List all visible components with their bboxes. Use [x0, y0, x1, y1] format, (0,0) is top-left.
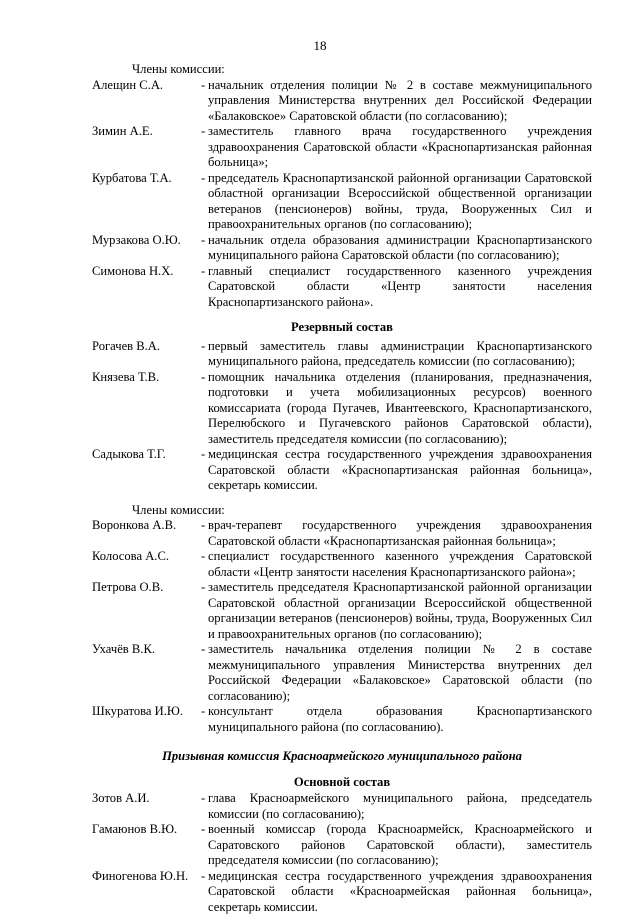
member-row [92, 822, 592, 869]
main-list [92, 791, 592, 915]
commission-title: Призывная комиссия Красноармейского муниципального района [92, 749, 592, 765]
page-number: 18 [0, 38, 640, 54]
member-name: Курбатова Т.А. [92, 171, 201, 233]
member-position: начальник отдела образования администрации Краснопартизанского муниципального района Саратовской области (по согласованию); [208, 233, 592, 264]
members-list [92, 78, 592, 311]
member-row [92, 869, 592, 915]
member-row [92, 233, 592, 264]
dash-separator: - [201, 171, 208, 233]
member-name: Петрова О.В. [92, 580, 201, 642]
member-name: Рогачев В.А. [92, 339, 201, 370]
reserve-members-list [92, 518, 592, 735]
dash-separator: - [201, 549, 208, 580]
page-content [92, 62, 592, 915]
member-position: первый заместитель главы администрации Краснопартизанского муниципального района, председатель комиссии (по согласованию); [208, 339, 592, 370]
dash-separator: - [201, 78, 208, 125]
dash-separator: - [201, 580, 208, 642]
dash-separator: - [201, 447, 208, 494]
reserve-list [92, 339, 592, 494]
member-row [92, 580, 592, 642]
member-name: Ухачёв В.К. [92, 642, 201, 704]
member-row [92, 171, 592, 233]
dash-separator: - [201, 264, 208, 311]
member-position: начальник отделения полиции № 2 в составе межмуниципального управления Министерства внутренних дел Российской Федерации «Балаковское» Саратовской области (по согласованию); [208, 78, 592, 125]
member-row [92, 264, 592, 311]
member-position: заместитель председателя Краснопартизанской районной организации Саратовской областной организации Всероссийской общественной организации ветеранов (пенсионеров) войны, труда, Вооруженных Сил и правоохранительных органов (по согласованию); [208, 580, 592, 642]
member-position: глава Красноармейского муниципального района, председатель комиссии (по согласованию); [208, 791, 592, 822]
member-name: Колосова А.С. [92, 549, 201, 580]
member-position: специалист государственного казенного учреждения Саратовской области «Центр занятости населения Краснопартизанского района»; [208, 549, 592, 580]
member-position: главный специалист государственного казенного учреждения Саратовской области «Центр занятости населения Краснопартизанского района». [208, 264, 592, 311]
member-name: Гамаюнов В.Ю. [92, 822, 201, 869]
member-row [92, 549, 592, 580]
member-name: Алещин С.А. [92, 78, 201, 125]
member-name: Зотов А.И. [92, 791, 201, 822]
member-position: председатель Краснопартизанской районной организации Саратовской областной организации Всероссийской общественной организации ветеранов (пенсионеров) войны, труда, Вооруженных Сил и правоохранительных органов (по согласованию); [208, 171, 592, 233]
member-position: военный комиссар (города Красноармейск, Красноармейского и Саратовского районов Саратовской области), заместитель председателя комиссии (по согласованию); [208, 822, 592, 869]
dash-separator: - [201, 704, 208, 735]
member-row [92, 370, 592, 448]
member-position: медицинская сестра государственного учреждения здравоохранения Саратовской области «Краснопартизанская районная больница», секретарь комиссии. [208, 447, 592, 494]
member-name: Зимин А.Е. [92, 124, 201, 171]
member-row [92, 339, 592, 370]
member-name: Шкуратова И.Ю. [92, 704, 201, 735]
dash-separator: - [201, 791, 208, 822]
member-row [92, 447, 592, 494]
member-name: Воронкова А.В. [92, 518, 201, 549]
dash-separator: - [201, 822, 208, 869]
member-row [92, 518, 592, 549]
dash-separator: - [201, 233, 208, 264]
member-name: Князева Т.В. [92, 370, 201, 448]
member-name: Садыкова Т.Г. [92, 447, 201, 494]
reserve-heading: Резервный состав [92, 320, 592, 336]
member-row [92, 791, 592, 822]
dash-separator: - [201, 124, 208, 171]
dash-separator: - [201, 869, 208, 915]
member-row [92, 124, 592, 171]
member-name: Симонова Н.Х. [92, 264, 201, 311]
member-name: Мурзакова О.Ю. [92, 233, 201, 264]
reserve-members-label: Члены комиссии: [92, 503, 592, 519]
member-position: заместитель начальника отделения полиции № 2 в составе межмуниципального управления Министерства внутренних дел Российской Федерации «Балаковское» Саратовской области (по согласованию); [208, 642, 592, 704]
main-heading: Основной состав [92, 775, 592, 791]
member-position: помощник начальника отделения (планирования, предназначения, подготовки и учета мобилизационных ресурсов) военного комиссариата (города Пугачев, Ивантеевского, Краснопартизанского, Перелюбского и Пугачевского районов Саратовской области), заместитель председателя комиссии (по согласованию); [208, 370, 592, 448]
dash-separator: - [201, 370, 208, 448]
members-label: Члены комиссии: [92, 62, 592, 78]
dash-separator: - [201, 339, 208, 370]
member-position: медицинская сестра государственного учреждения здравоохранения Саратовской области «Красноармейская районная больница», секретарь комиссии. [208, 869, 592, 915]
member-row [92, 78, 592, 125]
member-position: врач-терапевт государственного учреждения здравоохранения Саратовской области «Краснопартизанская районная больница»; [208, 518, 592, 549]
member-row [92, 642, 592, 704]
member-name: Финогенова Ю.Н. [92, 869, 201, 915]
member-position: консультант отдела образования Краснопартизанского муниципального района (по согласованию). [208, 704, 592, 735]
dash-separator: - [201, 642, 208, 704]
member-row [92, 704, 592, 735]
member-position: заместитель главного врача государственного учреждения здравоохранения Саратовской области «Краснопартизанская районная больница»; [208, 124, 592, 171]
dash-separator: - [201, 518, 208, 549]
